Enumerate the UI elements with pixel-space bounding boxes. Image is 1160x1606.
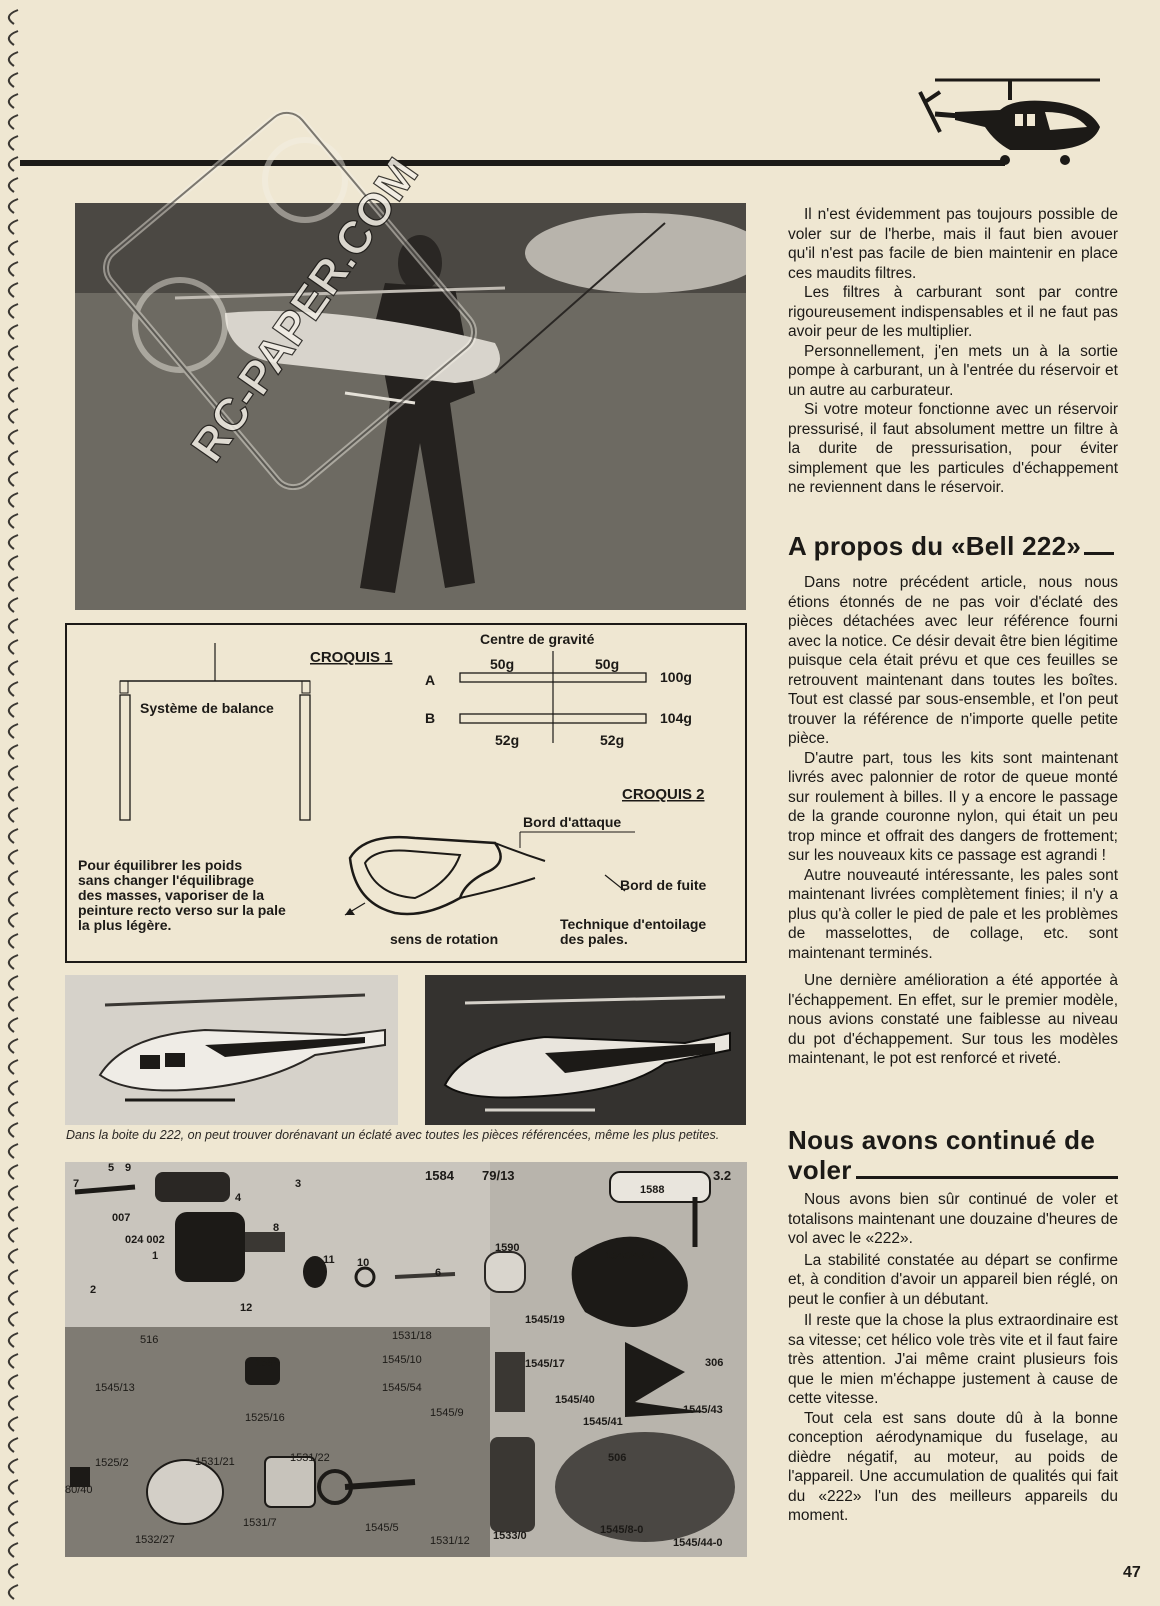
part-label: 1531/18 bbox=[392, 1330, 432, 1342]
part-label: 8 bbox=[273, 1222, 280, 1234]
part-label: 1531/7 bbox=[243, 1517, 277, 1529]
helicopter-logo-icon bbox=[915, 72, 1110, 172]
part-label: 1588 bbox=[640, 1184, 665, 1196]
technique-line2: des pales. bbox=[560, 931, 628, 947]
a-row-label: A bbox=[425, 672, 436, 688]
heading-continue-line1: Nous avons continué de bbox=[788, 1125, 1096, 1155]
note-line4: peinture recto verso sur la pale bbox=[78, 902, 286, 918]
croquis1-label: CROQUIS 1 bbox=[310, 649, 393, 666]
watermark-text: RC-PAPER.COM bbox=[180, 148, 428, 471]
heading-rule bbox=[1084, 552, 1114, 555]
croquis2-label: CROQUIS 2 bbox=[622, 786, 705, 803]
part-label: 2 bbox=[90, 1284, 97, 1296]
parts-header-1584: 1584 bbox=[425, 1168, 454, 1183]
part-label: 6 bbox=[435, 1267, 442, 1279]
heading-continue bbox=[788, 1125, 1118, 1185]
part-label: 1532/27 bbox=[135, 1534, 175, 1546]
part-label: 11 bbox=[323, 1254, 335, 1266]
intro-paragraph: Si votre moteur fonctionne avec un réservoir pressurisé, il faut absolument mettre un filtre à la durite de pressurisation, pour éviter simplement que les particules d'échappement ne reviennent dans le réservoir. bbox=[788, 401, 1118, 496]
part-label: 1525/2 bbox=[95, 1457, 129, 1469]
part-label: 9 bbox=[125, 1162, 132, 1174]
b-left-weight: 52g bbox=[495, 732, 520, 748]
note-line3: des masses, vaporiser de la bbox=[78, 887, 264, 903]
part-label: 1545/54 bbox=[382, 1382, 422, 1394]
part-label: 7 bbox=[73, 1178, 80, 1190]
heading-continue-line2-wrap bbox=[788, 1155, 1118, 1185]
a-left-weight: 50g bbox=[490, 656, 515, 672]
spiral-binding bbox=[0, 0, 22, 1606]
part-label: 1545/10 bbox=[382, 1354, 422, 1366]
intro-paragraph: Personnellement, j'en mets un à la sortie pompe à carburant, un à l'entrée du réservoir et un autre au carburateur. bbox=[788, 342, 1118, 399]
part-label: 4 bbox=[235, 1192, 242, 1204]
part-label: 1545/17 bbox=[525, 1358, 565, 1370]
section-continue-text bbox=[788, 1190, 1118, 1526]
technique-line1: Technique d'entoilage bbox=[560, 916, 707, 932]
parts-header-7913: 79/13 bbox=[482, 1168, 515, 1183]
b-row-label: B bbox=[425, 710, 436, 726]
part-label: 1590 bbox=[495, 1242, 520, 1254]
section-paragraph: Il reste que la chose la plus extraordinaire est sa vitesse; cet hélico vole très vite et il faut faire très attention. J'ai même craint plusieurs fois que le mien m'échappe justement à cause de cette vitesse. bbox=[788, 1312, 1118, 1407]
part-label: 1584 bbox=[255, 1357, 280, 1369]
heading-rule bbox=[856, 1176, 1118, 1179]
sens-rotation-label: sens de rotation bbox=[390, 931, 499, 947]
heading-bell-222-text: A propos du «Bell 222» bbox=[788, 531, 1082, 561]
note-line2: sans changer l'équilibrage bbox=[78, 872, 255, 888]
parts-exploded-photo bbox=[65, 1162, 747, 1557]
model-photo-left bbox=[65, 975, 398, 1125]
section-paragraph: Nous avons bien sûr continué de voler et totalisons maintenant une douzaine d'heures de vol avec le «222». bbox=[788, 1191, 1118, 1247]
section-paragraph: D'autre part, tous les kits sont maintenant livrés avec palonnier de rotor de queue monté sur roulement à billes. Il y a encore le passage de la grande couronne nylon, qui était un peu trop mince et offrait des dangers de frottement; sur les nouveaux kits ce passage est agrandi ! bbox=[788, 749, 1118, 864]
intro-text bbox=[788, 205, 1118, 498]
bord-fuite-label: Bord de fuite bbox=[620, 877, 707, 893]
section-paragraph: Tout cela est sans doute dû à la bonne conception aérodynamique du fuselage, au dièdre négatif, au moteur, au poids de l'appareil. Une accumulation de qualités qui fait du «222» l'un des meilleurs appareils du moment. bbox=[788, 1409, 1118, 1524]
part-label: 1545/43 bbox=[683, 1404, 723, 1416]
intro-paragraph: Il n'est évidemment pas toujours possible de voler sur de l'herbe, mais il faut bien avouer qu'il n'est pas facile de bien maintenir en place ces maudits filtres. bbox=[788, 206, 1118, 282]
part-label: 1545/45-0 bbox=[605, 1250, 655, 1262]
bord-attaque-label: Bord d'attaque bbox=[523, 814, 622, 830]
part-label: 1531/21 bbox=[195, 1456, 235, 1468]
section-paragraph: Autre nouveauté intéressante, les pales sont maintenant livrées complètement finies; il n'y a plus qu'à coller le pied de pale et les problèmes de masselottes, de collage, etc. sont maintenant terminés. bbox=[788, 866, 1118, 962]
part-label: 1545/9 bbox=[430, 1407, 464, 1419]
part-label: 306 bbox=[705, 1357, 724, 1369]
part-label: 024 002 bbox=[125, 1234, 165, 1246]
photo-caption: Dans la boite du 222, on peut trouver dorénavant un éclaté avec toutes les pièces référencées, même les plus petites. bbox=[66, 1128, 720, 1142]
part-label: 1545/44-0 bbox=[673, 1537, 723, 1549]
model-photo-right bbox=[425, 975, 746, 1125]
intro-paragraph: Les filtres à carburant sont par contre rigoureusement indispensables et il ne faut pas avoir peur de les multiplier. bbox=[788, 284, 1118, 340]
a-total-weight: 100g bbox=[660, 669, 692, 685]
section-bell-text bbox=[788, 573, 1118, 1069]
part-label: 10 bbox=[357, 1257, 370, 1269]
watermark-stamp bbox=[95, 90, 515, 490]
section-paragraph: Dans notre précédent article, nous nous étions étonnés de ne pas voir d'éclaté des pièces détachées avec leur référence fourni avec la notice. Ce désir devait être bien légitime puisque cela était prévu et que ces feuilles se retrouvent maintenant dans toutes les boîtes. Tout est classé par sous-ensemble, et l'on peut trouver la référence de n'importe quelle petite pièce. bbox=[788, 574, 1118, 747]
part-label: 516 bbox=[140, 1334, 159, 1346]
part-label: 5 bbox=[108, 1162, 115, 1174]
part-label: 1531/12 bbox=[430, 1535, 470, 1547]
part-label: 1545/41 bbox=[583, 1416, 623, 1428]
heading-continue-line2: voler bbox=[788, 1155, 852, 1185]
part-label: 1545/40 bbox=[555, 1394, 595, 1406]
section-paragraph: La stabilité constatée au départ se confirme et, à condition d'avoir un appareil bien réglé, on peut le confier à un débutant. bbox=[788, 1251, 1118, 1308]
part-label: 12 bbox=[240, 1302, 253, 1314]
part-label: 1545/13 bbox=[95, 1382, 135, 1394]
b-right-weight: 52g bbox=[600, 732, 625, 748]
part-label: 506 bbox=[608, 1452, 627, 1464]
part-label: 007 bbox=[112, 1212, 131, 1224]
part-label: 1545/19 bbox=[525, 1314, 565, 1326]
note-line1: Pour équilibrer les poids bbox=[78, 857, 243, 873]
part-label: 1531/22 bbox=[290, 1452, 330, 1464]
part-label: 1525/16 bbox=[245, 1412, 285, 1424]
centre-gravite-label: Centre de gravité bbox=[480, 631, 595, 647]
section-paragraph: Une dernière amélioration a été apportée à l'échappement. En effet, sur le premier modèle, nous avions constaté une faiblesse au niveau du pot d'échappement. Sur tous les modèles maintenant, le pot est renforcé et riveté. bbox=[788, 972, 1118, 1067]
part-label: 1533/0 bbox=[493, 1530, 527, 1542]
b-total-weight: 104g bbox=[660, 710, 692, 726]
parts-header-32: 3.2 bbox=[713, 1168, 732, 1183]
heading-bell-222 bbox=[788, 531, 1128, 561]
part-label: 1 bbox=[152, 1250, 159, 1262]
page-number: 47 bbox=[1123, 1564, 1141, 1581]
note-line5: la plus légère. bbox=[78, 917, 172, 933]
a-right-weight: 50g bbox=[595, 656, 620, 672]
part-label: 1545/5 bbox=[365, 1522, 399, 1534]
part-label: 1545/8-0 bbox=[600, 1524, 644, 1536]
balance-diagram bbox=[65, 623, 747, 963]
part-label: 80/40 bbox=[65, 1484, 93, 1496]
balance-label: Système de balance bbox=[140, 700, 274, 716]
part-label: 3 bbox=[295, 1178, 302, 1190]
